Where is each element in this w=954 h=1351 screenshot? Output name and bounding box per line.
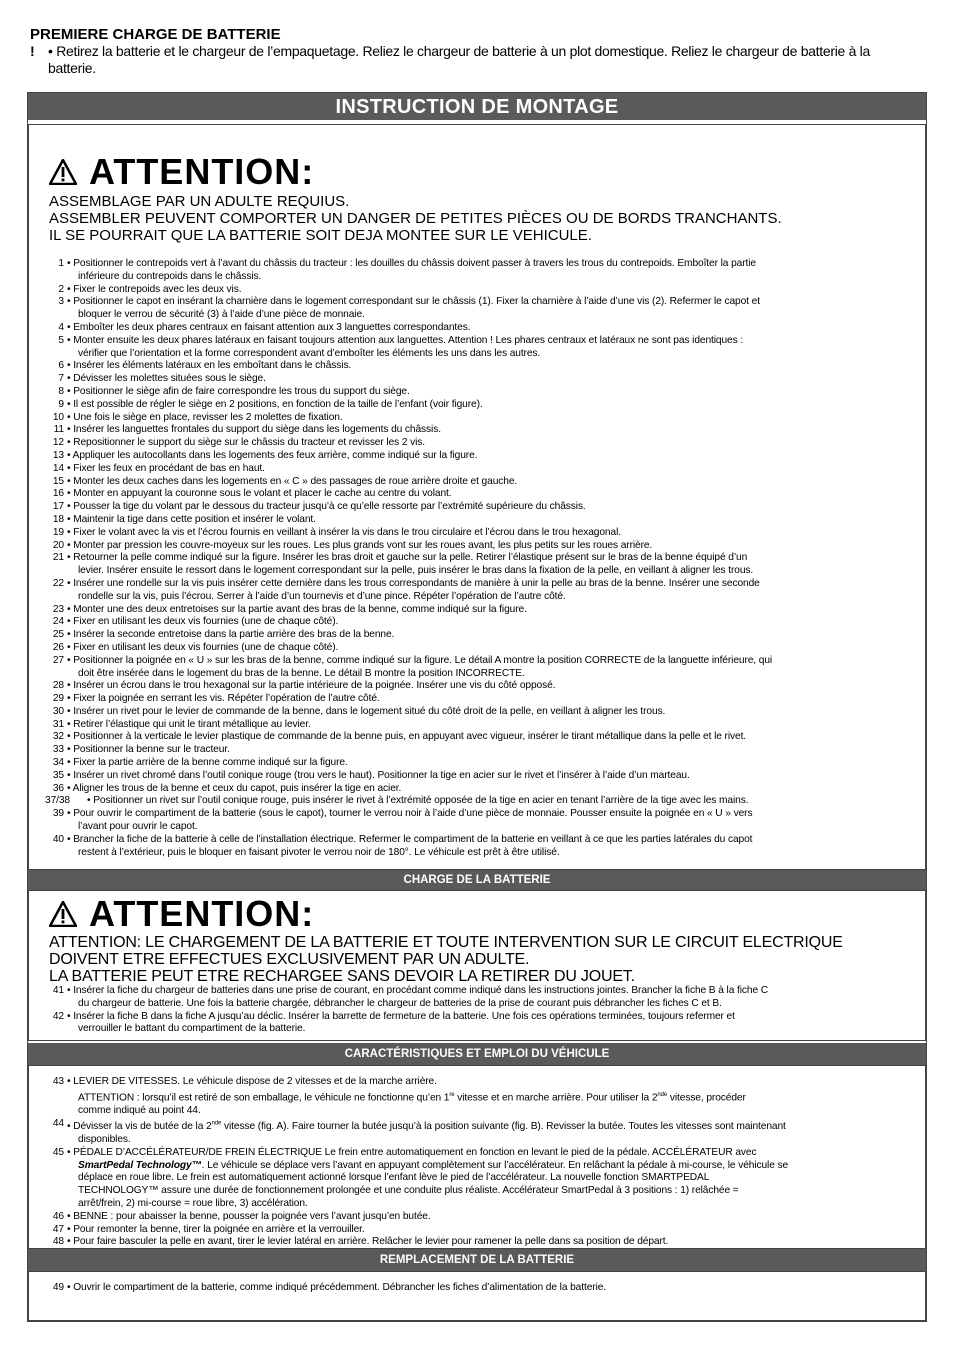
list-item: 11 • Insérer les languettes frontales du support du siège dans les logements du châssis. (53, 424, 441, 436)
list-item: 33 • Positionner la benne sur le tracteur. (52, 744, 230, 756)
list-item: 7 • Dévisser les molettes situées sous le siège. (58, 373, 266, 385)
list-item: 44 • Dévisser la vis de butée de la 2nde vitesse (fig. A). Faire tourner la butée jusqu’à la position suivante (fig. B). Revisser la butée. Toutes les vitesses sont maintenant disponibles. (52, 1117, 786, 1145)
attention-warning-2: ATTENTION: LE CHARGEMENT DE LA BATTERIE ET TOUTE INTERVENTION SUR LE CIRCUIT ELECTRIQUE DOIVENT ETRE EFFECTUES EXCLUSIVEMENT PAR UN ADULTE. LA BATTERIE PEUT ETRE RECHARGEE SANS DEVOIR LA RETIRER DU JOUET. (49, 934, 843, 985)
list-item: 41 • Insérer la fiche du chargeur de batteries dans une prise de courant, en procédant comme indiqué dans les instructions jointes. Brancher la fiche B à la fiche C du chargeur de batterie. Une fois la batterie chargée, débrancher le chargeur de batteries de la prise de courant puis débrancher les fiches C et B. (52, 985, 768, 1009)
features-section-bar: CARACTÉRISTIQUES ET EMPLOI DU VÉHICULE (28, 1043, 926, 1065)
assembly-steps (45, 258, 917, 859)
instructions-frame (27, 92, 927, 1322)
list-item: 2 • Fixer le contrepoids avec les deux vis. (58, 283, 242, 295)
list-item: 26 • Fixer en utilisant les deux vis fournies (une de chaque côté). (52, 641, 339, 653)
list-item: 40 • Brancher la fiche de la batterie à celle de l’installation électrique. Refermer le compartiment de la batterie en veillant à ce que les parties latérales du capot restent à l’extérieur, puis le bloquer en faisant pivoter le verrou noir de 180°. Le véhicule est prêt à être utilisé. (52, 833, 753, 858)
warning-icon (49, 901, 77, 927)
assembly-panel (28, 124, 926, 870)
list-item: 20 • Monter par pression les couvre-moyeux sur les roues. Les plus grands vont sur les roues avant, les plus petits sur les roues arrière. (52, 539, 653, 551)
first-charge-text (30, 43, 910, 77)
replace-section-bar: REMPLACEMENT DE LA BATTERIE (28, 1249, 926, 1271)
list-item: 29 • Fixer la poignée en serrant les vis. Répéter l’opération de l’autre côté. (52, 693, 380, 705)
list-item: 42 • Insérer la fiche B dans la fiche A jusqu’au déclic. Insérer la barrette de fermeture de la batterie. Une fois ces opérations terminées, toujours refermer et verrouiller le battant du compartiment de la batterie. (52, 1010, 735, 1035)
list-item: 45 • PÉDALE D’ACCÉLÉRATEUR/DE FREIN ÉLECTRIQUE Le frein entre automatiquement en fonction en levant le pied de la pédale. ACCÉLÉRATEUR avec SmartPedal Technology™. Le véhicule se déplace vers l’avant en appuyant complètement sur l’accélérateur. En relâchant la pédale à mi-course, le véhicule se déplace en roue libre. Le frein est automatiquement actionné lorsque l’enfant lève le pied de l’accélérateur. La nouvelle fonction SMARTPEDAL TECHNOLOGY™ assure une durée de fonctionnement prolongée et une conduite plus réaliste. Accélérateur SmartPedal à 3 positions : 1) relâchée = arrêt/frein, 2) mi-course = roue libre, 3) accélération. (52, 1146, 789, 1209)
list-item: 6 • Insérer les éléments latéraux en les emboîtant dans le châssis. (58, 360, 352, 372)
replace-steps (45, 1282, 917, 1295)
list-item: 14 • Fixer les feux en procédant de bas en haut. (52, 462, 265, 474)
attention-title-2: ATTENTION: (49, 895, 314, 933)
first-charge-instruction: • Retirez la batterie et le chargeur de l’empaquetage. Reliez le chargeur de batterie à un plot domestique. Reliez le chargeur de batterie à la batterie. (48, 43, 870, 76)
list-item: 23 • Monter une des deux entretoises sur la partie avant des bras de la benne, comme indiqué sur la figure. (52, 603, 527, 615)
list-item: 4 • Emboîter les deux phares centraux en faisant attention aux 3 languettes correspondantes. (58, 321, 471, 333)
charge-panel (28, 890, 926, 1041)
list-item: 36 • Aligner les trous de la benne et ceux du capot, puis insérer la tige en acier. (52, 782, 402, 794)
first-charge-title: PREMIERE CHARGE DE BATTERIE (30, 26, 281, 43)
list-item: 18 • Maintenir la tige dans cette position et insérer le volant. (52, 513, 316, 525)
list-item: 30 • Insérer un rivet pour le levier de commande de la benne, dans le logement situé du côté droit de la pelle, en veillant à aligner les trous. (52, 705, 666, 717)
list-item: 48 • Pour faire basculer la pelle en avant, tirer le levier latéral en arrière. Relâcher le levier pour ramener la pelle dans sa position de départ. (52, 1236, 669, 1248)
exclamation-icon: ! (30, 43, 35, 59)
list-item: 10 • Une fois le siège en place, revisser les 2 molettes de fixation. (52, 411, 343, 423)
list-item: 27 • Positionner la poignée en « U » sur les bras de la benne, comme indiqué sur la figure. Le détail A montre la position CORRECTE de la languette inférieure, qui doit être insérée dans le logement du bras de la benne. Le détail B montre la position INCORRECTE. (52, 654, 773, 679)
list-item: 24 • Fixer en utilisant les deux vis fournies (une de chaque côté). (52, 616, 339, 628)
list-item: 19 • Fixer le volant avec la vis et l’écrou fournis en veillant à insérer la vis dans le trou circulaire et l’écrou dans le trou hexagonal. (52, 526, 621, 538)
list-item: 3 • Positionner le capot en insérant la charnière dans le logement correspondant sur le châssis (1). Fixer la charnière à l’aide d’une vis (2). Refermer le capot et bloquer le verrou de sécurité (3) à l’aide d’une pièce de monnaie. (58, 296, 760, 321)
list-item: 13 • Appliquer les autocollants dans les logements des feux arrière, comme indiqué sur la figure. (52, 449, 478, 461)
features-panel (28, 1065, 926, 1249)
list-item: 25 • Insérer la seconde entretoise dans la partie arrière des bras de la benne. (52, 629, 395, 641)
list-item: 12 • Repositionner le support du siège sur le châssis du tracteur et revisser les 2 vis. (52, 437, 426, 449)
list-item: 22 • Insérer une rondelle sur la vis puis insérer cette dernière dans les trous correspondants de manière à unir la pelle au bras de la benne. Insérer une seconde rondelle sur la vis, puis l’écrou. Serrer à l’aide d’un tournevis et d’une pince. Répéter l’opération de l’autre côté. (52, 577, 760, 602)
attention-title-1: ATTENTION: (49, 153, 314, 191)
replace-panel (28, 1271, 926, 1321)
list-item: 31 • Retirer l’élastique qui unit le tirant métallique au levier. (52, 718, 311, 730)
list-item: 47 • Pour remonter la benne, tirer la poignée en arrière et la verrouiller. (52, 1223, 365, 1235)
list-item: 9 • Il est possible de régler le siège en 2 positions, en fonction de la taille de l’enfant (voir figure). (58, 398, 483, 410)
list-item: 28 • Insérer un écrou dans le trou hexagonal sur la partie intérieure de la poignée. Insérer une vis du côté opposé. (52, 680, 556, 692)
list-item: 46 • BENNE : pour abaisser la benne, pousser la poignée vers l’avant jusqu’en butée. (52, 1210, 431, 1222)
list-item: 35 • Insérer un rivet chromé dans l’outil conique rouge (trou vers le haut). Positionner la tige en acier sur le rivet et l’insérer à l’aide d’un marteau. (52, 769, 690, 781)
list-item: 49 • Ouvrir le compartiment de la batterie, comme indiqué précédemment. Débrancher les fiches d’alimentation de la batterie. (52, 1282, 607, 1293)
attention-warning-1: ASSEMBLAGE PAR UN ADULTE REQUIUS. ASSEMBLER PEUVENT COMPORTER UN DANGER DE PETITES PIÈCES OU DE BORDS TRANCHANTS. IL SE POURRAIT QUE LA BATTERIE SOIT DEJA MONTEE SUR LE VEHICULE. (49, 193, 782, 244)
first-charge-section (30, 26, 910, 77)
list-item: 16 • Monter en appuyant la couronne sous le volant et placer le cache au centre du volant. (52, 488, 452, 500)
list-item: 8 • Positionner le siège afin de faire correspondre les trous du support du siège. (58, 385, 410, 397)
list-item: 15 • Monter les deux caches dans les logements en « C » des passages de roue arrière droite et gauche. (52, 475, 518, 487)
charge-steps (45, 985, 917, 1036)
list-item: 1 • Positionner le contrepoids vert à l’avant du châssis du tracteur : les douilles du châssis doivent passer à travers les trous du contrepoids. Emboîter la partie inférieure du contrepoids dans le châssis. (58, 258, 756, 282)
list-item: 21 • Retourner la pelle comme indiqué sur la figure. Insérer les bras droit et gauche sur la pelle. Retirer l’élastique présent sur le bras de la benne équipé d’un levier. Insérer ensuite le ressort dans le logement correspondant sur la pelle, puis insérer le bras dans la fixation de la pelle, en veillant à aligner les trous. (52, 552, 754, 577)
charge-section-bar: CHARGE DE LA BATTERIE (28, 870, 926, 890)
list-item: 37/38 • Positionner un rivet sur l’outil conique rouge, puis insérer le rivet à l’extrémité opposée de la tige en acier en tenant l’arrière de la tige avec les mains. (45, 795, 749, 807)
list-item: 17 • Pousser la tige du volant par le dessous du tracteur jusqu’à ce qu’elle ressorte par l’extrémité supérieure du châssis. (52, 501, 586, 513)
features-steps (45, 1076, 917, 1249)
list-item: 34 • Fixer la partie arrière de la benne comme indiqué sur la figure. (52, 757, 348, 769)
warning-icon (49, 159, 77, 185)
list-item: 5 • Monter ensuite les deux phares latéraux en faisant toujours attention aux languettes. Attention ! Les phares centraux et latéraux ne sont pas identiques : vérifier que l’orientation et la forme correspondent avant d’emboîter les éléments les uns dans les autres. (58, 334, 744, 359)
assembly-header: INSTRUCTION DE MONTAGE (28, 93, 926, 122)
list-item: 43 • LEVIER DE VITESSES. Le véhicule dispose de 2 vitesses et de la marche arrière. ATTENTION : lorsqu’il est retiré de son emballage, le véhicule ne fonctionne qu’en 1re vitesse et en marche arrière. Pour utiliser la 2nde vitesse, procéder comme indiqué au point 44. (52, 1076, 746, 1116)
list-item: 32 • Positionner à la verticale le levier plastique de commande de la benne puis, en appuyant avec vigueur, insérer le tirant métallique dans la pelle et le rivet. (52, 731, 747, 743)
list-item: 39 • Pour ouvrir le compartiment de la batterie (sous le capot), tourner le verrou noir à l’aide d’une pièce de monnaie. Pousser ensuite la poignée en « U » vers l’avant pour ouvrir le capot. (52, 808, 753, 833)
